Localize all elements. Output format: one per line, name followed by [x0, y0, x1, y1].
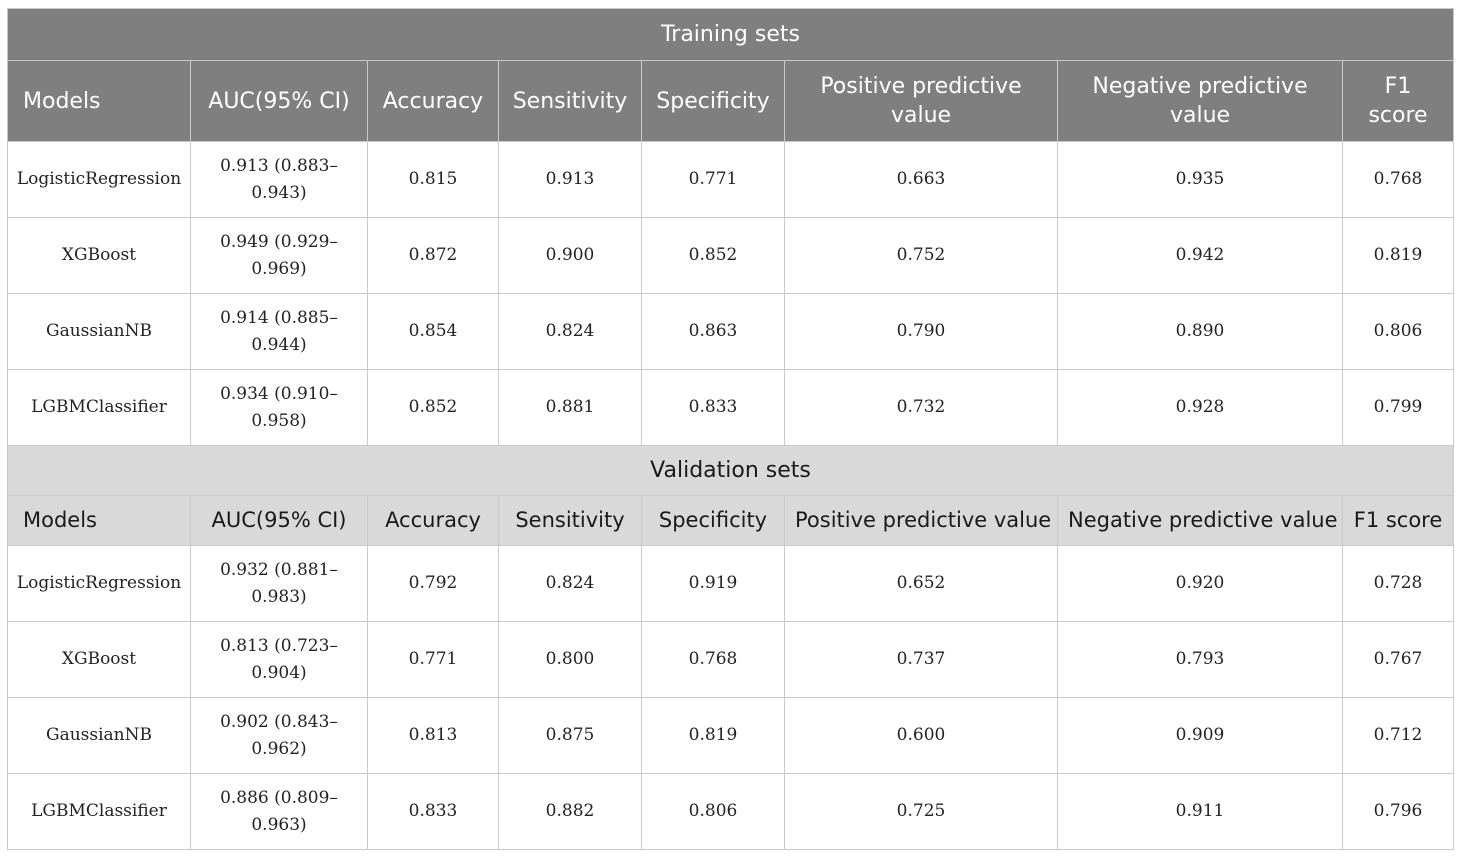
ppv-value: 0.737	[785, 622, 1058, 698]
header-accuracy: Accuracy	[368, 496, 499, 546]
table-row	[8, 218, 1454, 294]
header-npv: Negative predictive value	[1058, 496, 1343, 546]
validation-section-row	[8, 446, 1454, 496]
ppv-value: 0.732	[785, 370, 1058, 446]
accuracy-value: 0.872	[368, 218, 499, 294]
auc-value: 0.902 (0.843–0.962)	[191, 698, 368, 774]
header-ppv: Positive predictive value	[785, 496, 1058, 546]
header-specificity: Specificity	[642, 496, 785, 546]
sensitivity-value: 0.881	[499, 370, 642, 446]
table-row	[8, 546, 1454, 622]
specificity-value: 0.819	[642, 698, 785, 774]
f1-value: 0.806	[1343, 294, 1454, 370]
sensitivity-value: 0.882	[499, 774, 642, 850]
f1-value: 0.767	[1343, 622, 1454, 698]
header-accuracy: Accuracy	[368, 61, 499, 142]
table-row	[8, 622, 1454, 698]
training-header-row	[8, 61, 1454, 142]
accuracy-value: 0.852	[368, 370, 499, 446]
npv-value: 0.935	[1058, 142, 1343, 218]
training-section-row	[8, 9, 1454, 61]
specificity-value: 0.833	[642, 370, 785, 446]
f1-value: 0.799	[1343, 370, 1454, 446]
header-models: Models	[8, 61, 191, 142]
ppv-value: 0.652	[785, 546, 1058, 622]
accuracy-value: 0.815	[368, 142, 499, 218]
specificity-value: 0.863	[642, 294, 785, 370]
header-f1: F1 score	[1343, 496, 1454, 546]
auc-value: 0.913 (0.883–0.943)	[191, 142, 368, 218]
model-name: LGBMClassifier	[8, 370, 191, 446]
validation-section-title: Validation sets	[8, 446, 1454, 496]
f1-value: 0.712	[1343, 698, 1454, 774]
ppv-value: 0.790	[785, 294, 1058, 370]
header-sensitivity: Sensitivity	[499, 61, 642, 142]
f1-value: 0.819	[1343, 218, 1454, 294]
sensitivity-value: 0.800	[499, 622, 642, 698]
auc-value: 0.949 (0.929–0.969)	[191, 218, 368, 294]
sensitivity-value: 0.824	[499, 294, 642, 370]
npv-value: 0.909	[1058, 698, 1343, 774]
accuracy-value: 0.771	[368, 622, 499, 698]
f1-value: 0.728	[1343, 546, 1454, 622]
model-name: LGBMClassifier	[8, 774, 191, 850]
f1-value: 0.768	[1343, 142, 1454, 218]
accuracy-value: 0.833	[368, 774, 499, 850]
header-ppv: Positive predictive value	[785, 61, 1058, 142]
model-name: LogisticRegression	[8, 142, 191, 218]
npv-value: 0.920	[1058, 546, 1343, 622]
model-performance-table	[7, 8, 1454, 850]
f1-value: 0.796	[1343, 774, 1454, 850]
header-specificity: Specificity	[642, 61, 785, 142]
model-name: XGBoost	[8, 218, 191, 294]
accuracy-value: 0.813	[368, 698, 499, 774]
sensitivity-value: 0.824	[499, 546, 642, 622]
auc-value: 0.886 (0.809–0.963)	[191, 774, 368, 850]
header-f1: F1 score	[1343, 61, 1454, 142]
specificity-value: 0.919	[642, 546, 785, 622]
model-name: GaussianNB	[8, 294, 191, 370]
ppv-value: 0.663	[785, 142, 1058, 218]
training-section-title: Training sets	[8, 9, 1454, 61]
specificity-value: 0.768	[642, 622, 785, 698]
table-row	[8, 774, 1454, 850]
ppv-value: 0.725	[785, 774, 1058, 850]
sensitivity-value: 0.900	[499, 218, 642, 294]
model-name: LogisticRegression	[8, 546, 191, 622]
validation-header-row	[8, 496, 1454, 546]
auc-value: 0.934 (0.910–0.958)	[191, 370, 368, 446]
header-auc: AUC(95% CI)	[191, 61, 368, 142]
npv-value: 0.911	[1058, 774, 1343, 850]
table-row	[8, 370, 1454, 446]
header-sensitivity: Sensitivity	[499, 496, 642, 546]
header-auc: AUC(95% CI)	[191, 496, 368, 546]
specificity-value: 0.806	[642, 774, 785, 850]
sensitivity-value: 0.913	[499, 142, 642, 218]
table-row	[8, 294, 1454, 370]
npv-value: 0.890	[1058, 294, 1343, 370]
npv-value: 0.928	[1058, 370, 1343, 446]
specificity-value: 0.852	[642, 218, 785, 294]
table-row	[8, 142, 1454, 218]
ppv-value: 0.600	[785, 698, 1058, 774]
npv-value: 0.942	[1058, 218, 1343, 294]
header-npv: Negative predictive value	[1058, 61, 1343, 142]
accuracy-value: 0.854	[368, 294, 499, 370]
npv-value: 0.793	[1058, 622, 1343, 698]
ppv-value: 0.752	[785, 218, 1058, 294]
accuracy-value: 0.792	[368, 546, 499, 622]
table-row	[8, 698, 1454, 774]
auc-value: 0.914 (0.885–0.944)	[191, 294, 368, 370]
model-name: GaussianNB	[8, 698, 191, 774]
auc-value: 0.932 (0.881–0.983)	[191, 546, 368, 622]
model-name: XGBoost	[8, 622, 191, 698]
sensitivity-value: 0.875	[499, 698, 642, 774]
auc-value: 0.813 (0.723–0.904)	[191, 622, 368, 698]
specificity-value: 0.771	[642, 142, 785, 218]
header-models: Models	[8, 496, 191, 546]
